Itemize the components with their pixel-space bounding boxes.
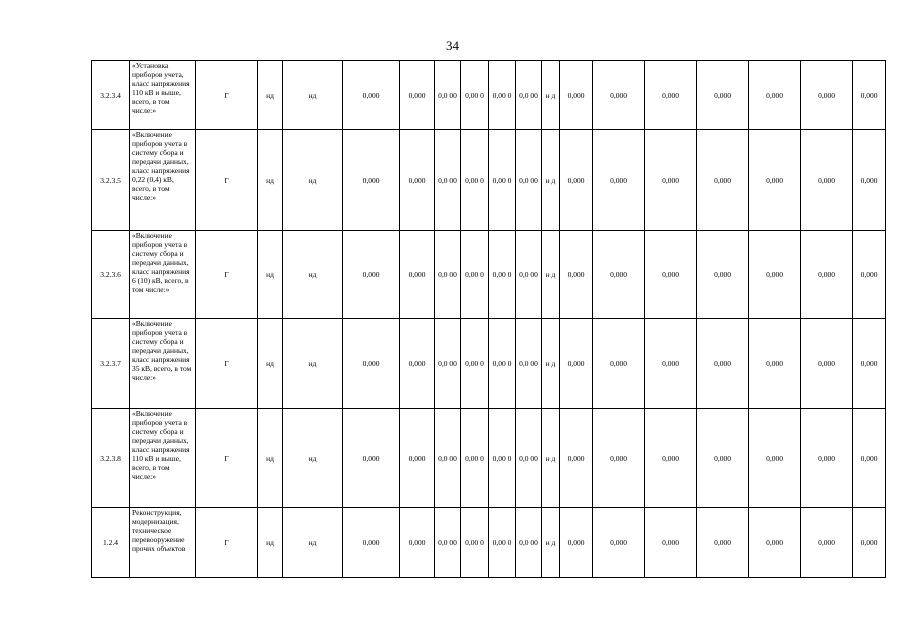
cell-c7: 0,00 0	[461, 130, 489, 231]
cell-c1: Г	[196, 231, 258, 319]
cell-c16: 0,000	[801, 319, 853, 409]
cell-c8: 0,00 0	[489, 319, 516, 409]
cell-c5: 0,000	[400, 231, 435, 319]
cell-c6: 0,0 00	[435, 319, 461, 409]
cell-c11: 0,000	[560, 130, 593, 231]
cell-c13: 0,000	[645, 409, 697, 508]
cell-c6: 0,0 00	[435, 409, 461, 508]
cell-c12: 0,000	[593, 508, 645, 578]
row-code: 3.2.3.5	[92, 130, 130, 231]
row-code: 3.2.3.7	[92, 319, 130, 409]
cell-c8: 0,00 0	[489, 508, 516, 578]
cell-c11: 0,000	[560, 231, 593, 319]
cell-c6: 0,0 00	[435, 508, 461, 578]
cell-c8: 0,00 0	[489, 409, 516, 508]
cell-c13: 0,000	[645, 61, 697, 130]
cell-c14: 0,000	[697, 508, 749, 578]
row-code: 3.2.3.6	[92, 231, 130, 319]
cell-c7: 0,00 0	[461, 409, 489, 508]
cell-c9: 0,0 00	[516, 61, 542, 130]
row-description: «Включение приборов учета в систему сбора и передачи данных, класс напряжения 6 (10) кВ, всего, в том числе:»	[130, 231, 196, 319]
cell-c8: 0,00 0	[489, 231, 516, 319]
cell-c3: нд	[283, 61, 343, 130]
cell-c10: н д	[542, 508, 560, 578]
row-description: «Включение приборов учета в систему сбора и передачи данных, класс напряжения 0,22 (0,4) кВ, всего, в том числе:»	[130, 130, 196, 231]
cell-c8: 0,00 0	[489, 61, 516, 130]
cell-c10: н д	[542, 61, 560, 130]
cell-c3: нд	[283, 231, 343, 319]
cell-c9: 0,0 00	[516, 508, 542, 578]
table-row	[92, 319, 886, 409]
cell-c9: 0,0 00	[516, 319, 542, 409]
row-description: «Включение приборов учета в систему сбора и передачи данных, класс напряжения 35 кВ, всего, в том числе:»	[130, 319, 196, 409]
cell-c15: 0,000	[749, 130, 801, 231]
table-row	[92, 508, 886, 578]
cell-c13: 0,000	[645, 508, 697, 578]
cell-c12: 0,000	[593, 130, 645, 231]
table-row	[92, 231, 886, 319]
cell-c12: 0,000	[593, 319, 645, 409]
cell-c11: 0,000	[560, 61, 593, 130]
cell-c7: 0,00 0	[461, 231, 489, 319]
cell-c1: Г	[196, 61, 258, 130]
cell-c6: 0,0 00	[435, 61, 461, 130]
cell-c17: 0,000	[853, 409, 886, 508]
cell-c10: н д	[542, 130, 560, 231]
cell-c17: 0,000	[853, 61, 886, 130]
row-description: «Установка приборов учета, класс напряжения 110 кВ и выше, всего, в том числе:»	[130, 61, 196, 130]
row-description: Реконструкция, модернизация, техническое перевооружение прочих объектов	[130, 508, 196, 578]
row-code: 1.2.4	[92, 508, 130, 578]
cell-c1: Г	[196, 319, 258, 409]
cell-c7: 0,00 0	[461, 508, 489, 578]
cell-c14: 0,000	[697, 231, 749, 319]
row-code: 3.2.3.4	[92, 61, 130, 130]
cell-c5: 0,000	[400, 409, 435, 508]
cell-c14: 0,000	[697, 319, 749, 409]
cell-c2: нд	[258, 409, 283, 508]
cell-c12: 0,000	[593, 231, 645, 319]
cell-c9: 0,0 00	[516, 231, 542, 319]
cell-c15: 0,000	[749, 319, 801, 409]
cell-c4: 0,000	[343, 508, 400, 578]
cell-c12: 0,000	[593, 61, 645, 130]
cell-c14: 0,000	[697, 130, 749, 231]
cell-c1: Г	[196, 130, 258, 231]
cell-c7: 0,00 0	[461, 61, 489, 130]
cell-c14: 0,000	[697, 61, 749, 130]
cell-c4: 0,000	[343, 319, 400, 409]
cell-c16: 0,000	[801, 508, 853, 578]
cell-c2: нд	[258, 508, 283, 578]
cell-c16: 0,000	[801, 61, 853, 130]
cell-c2: нд	[258, 130, 283, 231]
cell-c15: 0,000	[749, 231, 801, 319]
cell-c2: нд	[258, 61, 283, 130]
cell-c11: 0,000	[560, 508, 593, 578]
cell-c11: 0,000	[560, 409, 593, 508]
cell-c10: н д	[542, 409, 560, 508]
cell-c3: нд	[283, 319, 343, 409]
cell-c1: Г	[196, 409, 258, 508]
page-number: 34	[446, 38, 459, 53]
cell-c15: 0,000	[749, 508, 801, 578]
row-description: «Включение приборов учета в систему сбора и передачи данных, класс напряжения 110 кВ и выше, всего, в том числе:»	[130, 409, 196, 508]
cell-c2: нд	[258, 231, 283, 319]
cell-c2: нд	[258, 319, 283, 409]
cell-c17: 0,000	[853, 319, 886, 409]
cell-c3: нд	[283, 508, 343, 578]
cell-c5: 0,000	[400, 508, 435, 578]
cell-c16: 0,000	[801, 130, 853, 231]
cell-c16: 0,000	[801, 409, 853, 508]
cell-c10: н д	[542, 319, 560, 409]
cell-c8: 0,00 0	[489, 130, 516, 231]
cell-c6: 0,0 00	[435, 130, 461, 231]
cell-c17: 0,000	[853, 508, 886, 578]
cell-c17: 0,000	[853, 231, 886, 319]
table-row	[92, 409, 886, 508]
cell-c3: нд	[283, 409, 343, 508]
cell-c11: 0,000	[560, 319, 593, 409]
cell-c4: 0,000	[343, 409, 400, 508]
cell-c5: 0,000	[400, 319, 435, 409]
cell-c15: 0,000	[749, 61, 801, 130]
table-row	[92, 130, 886, 231]
cell-c4: 0,000	[343, 130, 400, 231]
cell-c10: н д	[542, 231, 560, 319]
cell-c6: 0,0 00	[435, 231, 461, 319]
cell-c14: 0,000	[697, 409, 749, 508]
cell-c1: Г	[196, 508, 258, 578]
cell-c7: 0,00 0	[461, 319, 489, 409]
cell-c5: 0,000	[400, 61, 435, 130]
table-row	[92, 61, 886, 130]
cell-c17: 0,000	[853, 130, 886, 231]
row-code: 3.2.3.8	[92, 409, 130, 508]
cell-c3: нд	[283, 130, 343, 231]
cell-c9: 0,0 00	[516, 130, 542, 231]
cell-c12: 0,000	[593, 409, 645, 508]
cell-c15: 0,000	[749, 409, 801, 508]
cell-c5: 0,000	[400, 130, 435, 231]
cell-c13: 0,000	[645, 319, 697, 409]
cell-c13: 0,000	[645, 231, 697, 319]
investment-table	[91, 60, 886, 578]
cell-c9: 0,0 00	[516, 409, 542, 508]
cell-c16: 0,000	[801, 231, 853, 319]
cell-c4: 0,000	[343, 231, 400, 319]
cell-c13: 0,000	[645, 130, 697, 231]
cell-c4: 0,000	[343, 61, 400, 130]
